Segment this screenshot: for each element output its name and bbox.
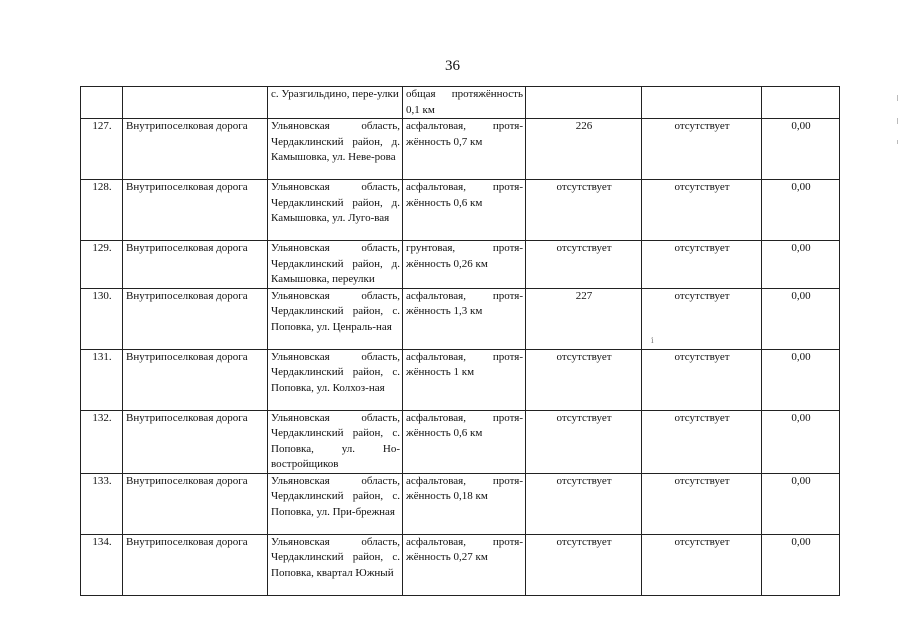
cell-col5: отсутствует: [526, 180, 642, 241]
cell-number: 134.: [81, 534, 123, 595]
table-row: [81, 288, 840, 349]
cell-description: грунтовая, протя-жённость 0,26 км: [403, 241, 526, 289]
cell-description: асфальтовая, протя-жённость 0,6 км: [403, 180, 526, 241]
table-row: [81, 410, 840, 473]
cell-col5: отсутствует: [526, 534, 642, 595]
cell-name: Внутрипоселковая дорога: [123, 180, 268, 241]
cell-col7: 0,00: [762, 119, 840, 180]
cell-number: [81, 87, 123, 119]
cell-number: 132.: [81, 410, 123, 473]
table-row: [81, 180, 840, 241]
cell-description: асфальтовая, протя-жённость 0,18 км: [403, 473, 526, 534]
cell-number: 128.: [81, 180, 123, 241]
cell-col6: отсутствует: [642, 534, 762, 595]
cell-description: асфальтовая, протя-жённость 0,27 км: [403, 534, 526, 595]
cell-col6: отсутствует: [642, 410, 762, 473]
cell-number: 129.: [81, 241, 123, 289]
road-registry-table: [80, 86, 840, 596]
cell-description: асфальтовая, протя-жённость 0,6 км: [403, 410, 526, 473]
cell-col6: [642, 87, 762, 119]
cell-col5: [526, 87, 642, 119]
cell-name: Внутрипоселковая дорога: [123, 119, 268, 180]
cell-location: Ульяновская область, Чердаклинский район, д. Камышовка, переулки: [268, 241, 403, 289]
cell-number: 131.: [81, 349, 123, 410]
cell-name: [123, 87, 268, 119]
cell-col7: 0,00: [762, 288, 840, 349]
cell-col7: 0,00: [762, 473, 840, 534]
cell-col5: отсутствует: [526, 473, 642, 534]
cell-location: Ульяновская область, Чердаклинский район, с. Поповка, ул. При-брежная: [268, 473, 403, 534]
cell-number: 130.: [81, 288, 123, 349]
scan-edge-mark: [897, 140, 898, 144]
cell-col6: отсутствует: [642, 119, 762, 180]
cell-col6: отсутствует: [642, 241, 762, 289]
scan-mark: ⅰ: [651, 336, 654, 345]
cell-col5: отсутствует: [526, 410, 642, 473]
continuation-row: [81, 87, 840, 119]
table-row: [81, 473, 840, 534]
cell-col6: отсутствует: [642, 288, 762, 349]
cell-col7: 0,00: [762, 534, 840, 595]
cell-description: асфальтовая, протя-жённость 0,7 км: [403, 119, 526, 180]
cell-location: Ульяновская область, Чердаклинский район, с. Поповка, ул. Колхоз-ная: [268, 349, 403, 410]
cell-col6: отсутствует: [642, 349, 762, 410]
cell-col7: 0,00: [762, 349, 840, 410]
cell-number: 127.: [81, 119, 123, 180]
cell-description: общая протяжённость 0,1 км: [403, 87, 526, 119]
cell-col7: [762, 87, 840, 119]
cell-col5: 226: [526, 119, 642, 180]
cell-name: Внутрипоселковая дорога: [123, 534, 268, 595]
cell-location: Ульяновская область, Чердаклинский район, с. Поповка, ул. Но-востройщиков: [268, 410, 403, 473]
cell-name: Внутрипоселковая дорога: [123, 349, 268, 410]
cell-number: 133.: [81, 473, 123, 534]
table-row: [81, 349, 840, 410]
cell-col7: 0,00: [762, 241, 840, 289]
cell-name: Внутрипоселковая дорога: [123, 241, 268, 289]
cell-location: Ульяновская область, Чердаклинский район, с. Поповка, ул. Ценраль-ная: [268, 288, 403, 349]
cell-location: Ульяновская область, Чердаклинский район, с. Поповка, квартал Южный: [268, 534, 403, 595]
cell-col5: отсутствует: [526, 241, 642, 289]
table-row: [81, 119, 840, 180]
page-number: 36: [445, 58, 460, 74]
cell-location: Ульяновская область, Чердаклинский район, д. Камышовка, ул. Луго-вая: [268, 180, 403, 241]
table-row: [81, 534, 840, 595]
cell-location: с. Уразгильдино, пере-улки: [268, 87, 403, 119]
cell-col6: отсутствует: [642, 180, 762, 241]
cell-description: асфальтовая, протя-жённость 1 км: [403, 349, 526, 410]
cell-description: асфальтовая, протя-жённость 1,3 км: [403, 288, 526, 349]
scan-edge-mark: [897, 95, 898, 101]
cell-location: Ульяновская область, Чердаклинский район, д. Камышовка, ул. Неве-рова: [268, 119, 403, 180]
cell-col7: 0,00: [762, 410, 840, 473]
table-row: [81, 241, 840, 289]
cell-name: Внутрипоселковая дорога: [123, 288, 268, 349]
cell-col5: 227: [526, 288, 642, 349]
cell-col5: отсутствует: [526, 349, 642, 410]
cell-col7: 0,00: [762, 180, 840, 241]
cell-name: Внутрипоселковая дорога: [123, 410, 268, 473]
cell-name: Внутрипоселковая дорога: [123, 473, 268, 534]
scan-edge-mark: [897, 118, 898, 124]
cell-col6: отсутствует: [642, 473, 762, 534]
